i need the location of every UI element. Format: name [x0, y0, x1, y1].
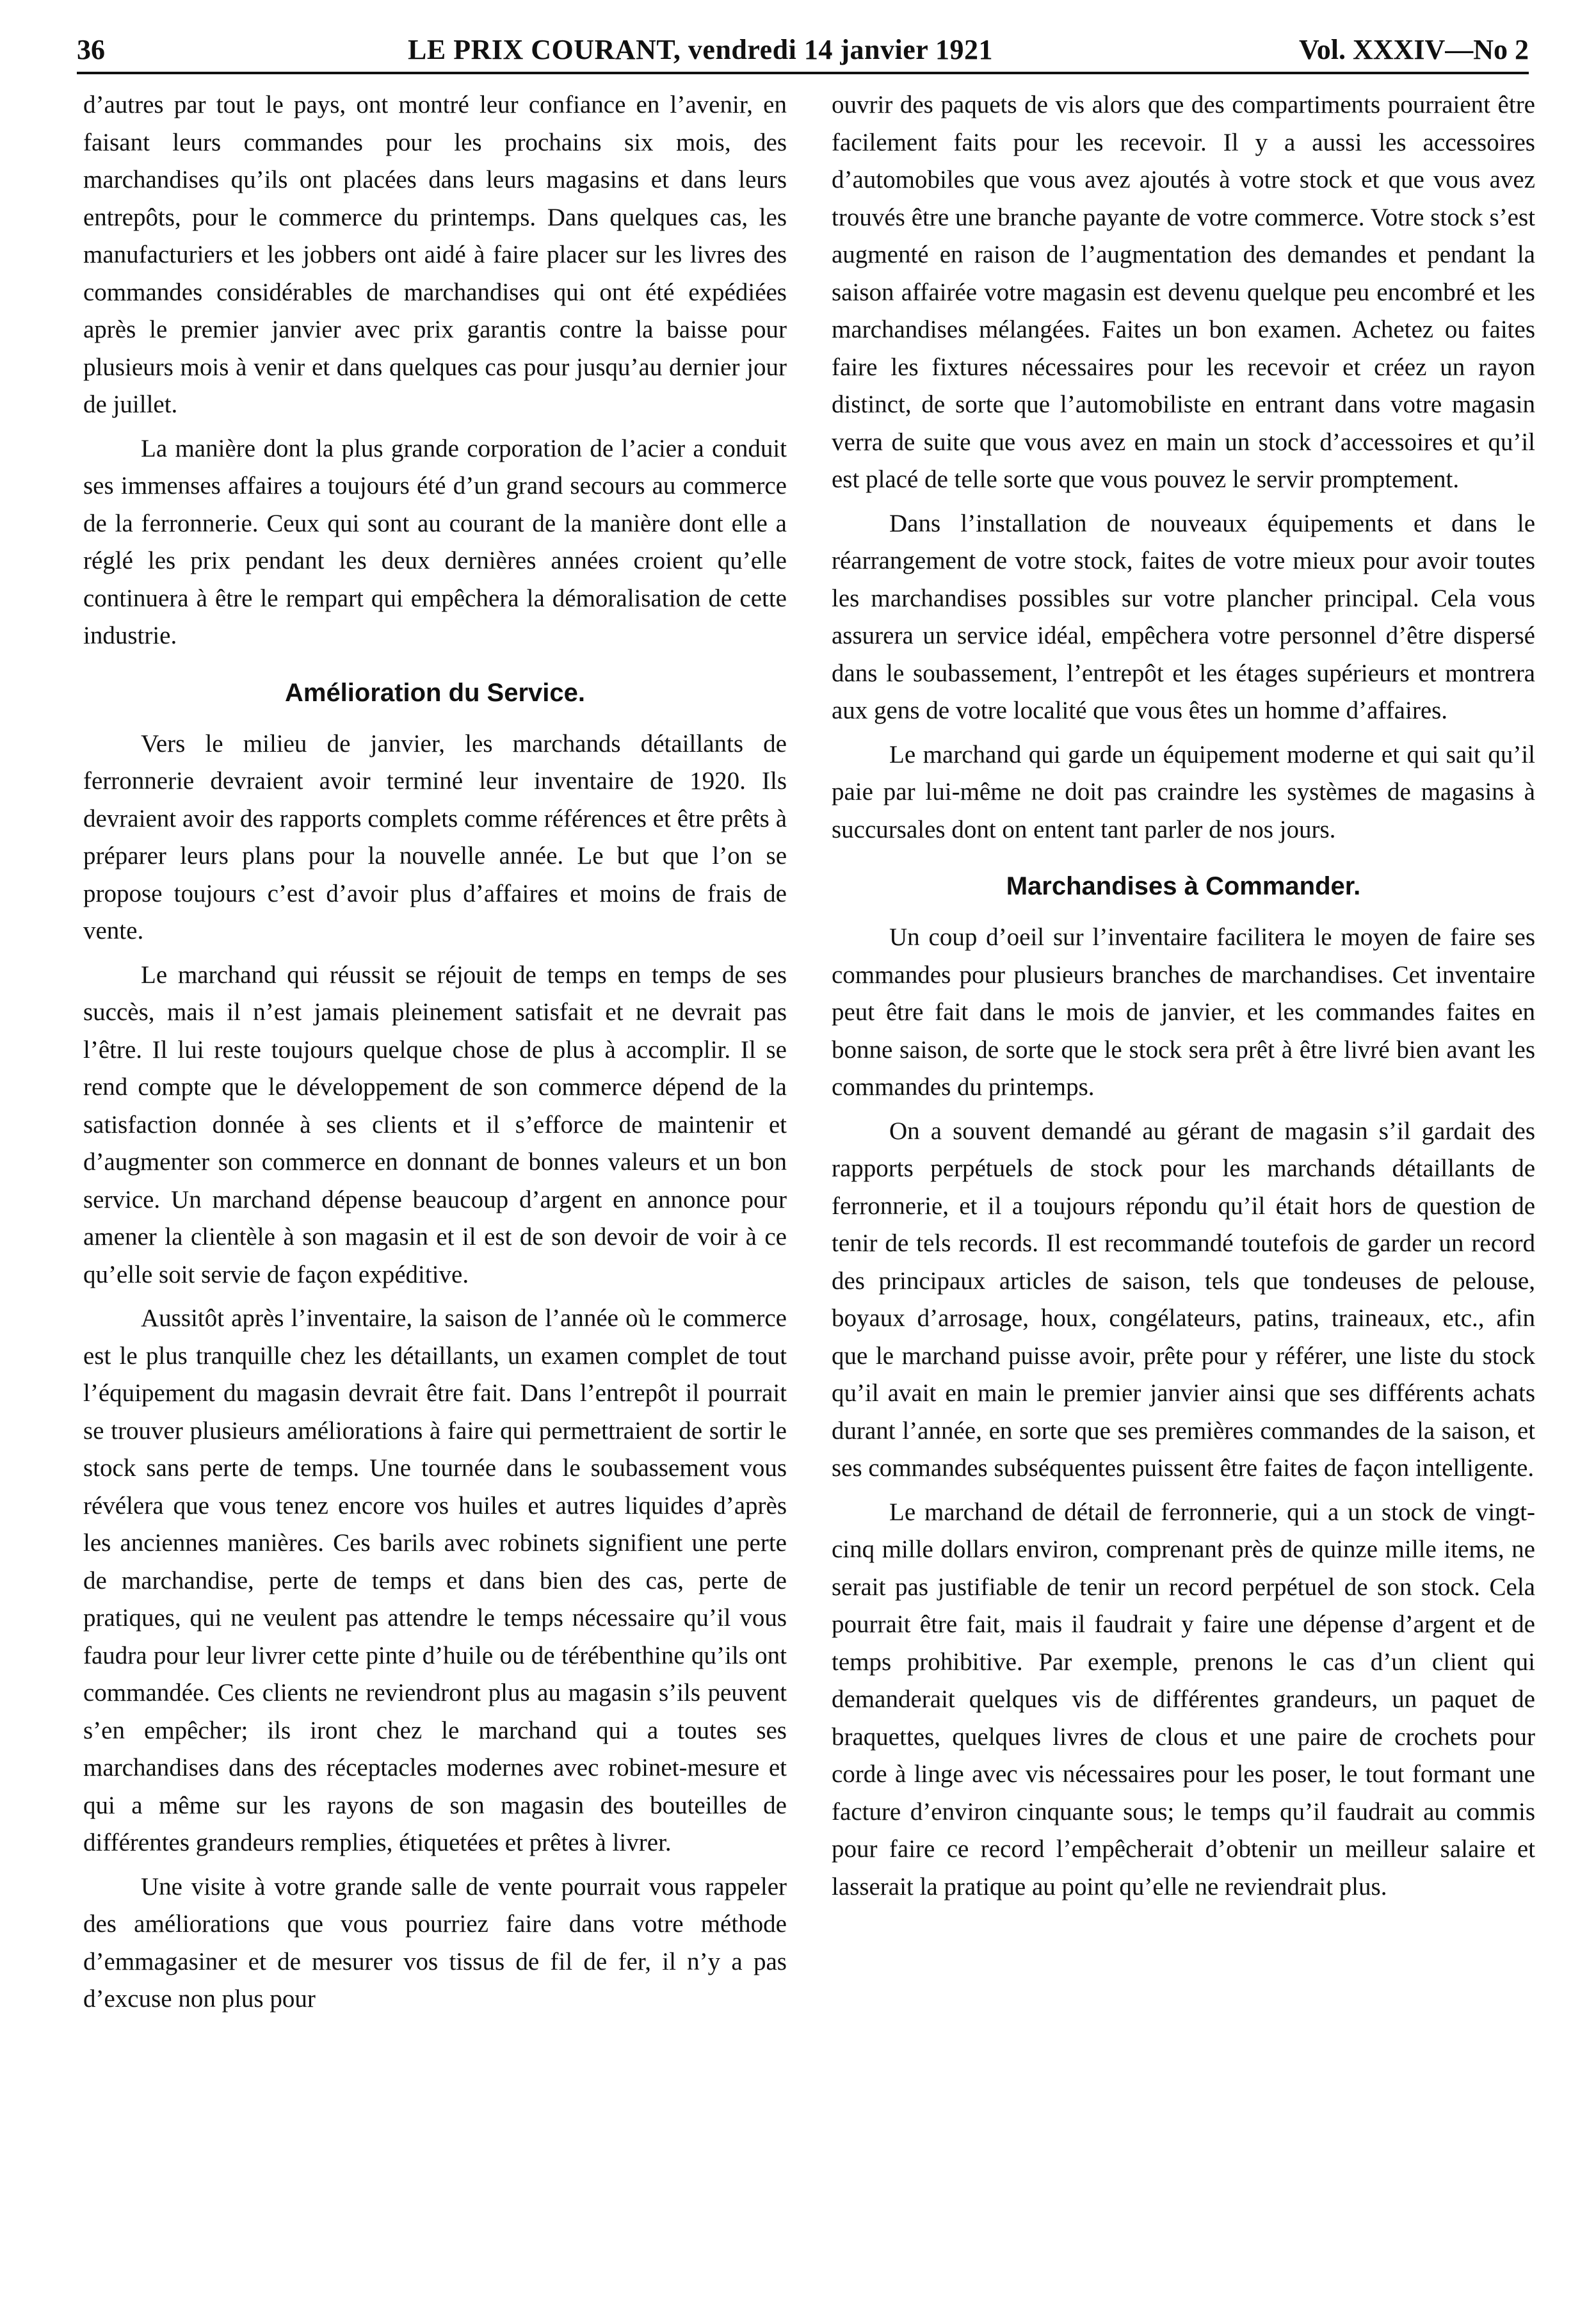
- paragraph: Le marchand de détail de ferronnerie, qui a un stock de vingt-cinq mille dollars environ, comprenant près de quinze mille items, ne serait pas justifiable de tenir un record perpétuel de son stock. Cela pourrait être fait, mais il faudrait y faire une dépense d’argent et de temps prohibitive. Par exemple, prenons le cas d’un client qui demanderait quelques vis de différentes grandeurs, un paquet de braquettes, quelques livres de clous et une paire de crochets pour corde à linge avec vis nécessaires pour les poser, le tout formant une facture d’environ cinquante sous; le temps qu’il faudrait au commis pour faire ce record l’empêcherait d’obtenir un meilleur salaire et lasserait la pratique au point qu’elle ne reviendrait plus.: [832, 1498, 1535, 1901]
- section-heading: Marchandises à Commander.: [1006, 872, 1361, 900]
- paragraph: Un coup d’oeil sur l’inventaire facilitera le moyen de faire ses commandes pour plusieurs branches de marchandises. Cet inventaire peut être fait dans le mois de janvier, et les commandes faites en bonne saison, de sorte que le stock sera prêt à être livré bien avant les commandes du printemps.: [832, 923, 1535, 1101]
- right-column: [832, 86, 1535, 2276]
- paragraph: Aussitôt après l’inventaire, la saison de l’année où le commerce est le plus tranquille chez les détaillants, un examen complet de tout l’équipement du magasin devrait être fait. Dans l’entrepôt il pourrait se trouver plusieurs améliorations à faire qui permettraient de sortir le stock sans perte de temps. Une tournée dans le soubassement vous révélera que vous tenez encore vos huiles et autres liquides d’après les anciennes manières. Ces barils avec robinets signifient une perte de marchandise, perte de temps et dans bien des cas, perte de pratiques, qui ne veulent pas attendre le temps nécessaire qu’il vous faudra pour leur livrer cette pinte d’huile ou de térébenthine qu’ils ont commandée. Ces clients ne reviendront plus au magasin s’ils peuvent s’en empêcher; ils iront chez le marchand qui a toutes ses marchandises dans des réceptacles modernes avec robinet-mesure et qui a même sur les rayons de son magasin des bouteilles de différentes grandeurs remplies, étiquetées et prêtes à livrer.: [83, 1304, 787, 1856]
- article-columns: [83, 86, 1535, 2276]
- volume-number: Vol. XXXIV—No 2: [1299, 34, 1529, 65]
- paragraph: d’autres par tout le pays, ont montré leur confiance en l’avenir, en faisant leurs commandes pour les prochains six mois, des marchandises qu’ils ont placées dans leurs magasins et dans leurs entrepôts, pour le commerce du printemps. Dans quelques cas, les manufacturiers et les jobbers ont aidé à faire placer sur les livres des commandes considérables de marchandises qui ont été expédiées après le premier janvier avec prix garantis contre la baisse pour plusieurs mois à venir et dans quelques cas pour jusqu’au dernier jour de juillet.: [83, 91, 787, 418]
- paragraph: Une visite à votre grande salle de vente pourrait vous rappeler des améliorations que vous pourriez faire dans votre méthode d’emmagasiner et de mesurer vos tissus de fil de fer, il n’y a pas d’excuse non plus pour: [83, 1872, 787, 2013]
- paragraph: ouvrir des paquets de vis alors que des compartiments pourraient être facilement faits pour les recevoir. Il y a aussi les accessoires d’automobiles que vous avez ajoutés à votre stock et que vous avez trouvés être une branche payante de votre commerce. Votre stock s’est augmenté en raison de l’augmentation des demandes et pendant la saison affairée votre magasin est devenu quelque peu encombré et les marchandises mélangées. Faites un bon examen. Achetez ou faites faire les fixtures nécessaires pour les recevoir et créez un rayon distinct, de sorte que l’automobiliste en entrant dans votre magasin verra de suite que vous avez en main un stock d’accessoires et qu’il est placé de telle sorte que vous pouvez le servir promptement.: [832, 91, 1535, 493]
- masthead-title: LE PRIX COURANT, vendredi 14 janvier 1921: [408, 34, 993, 65]
- left-column: [83, 86, 787, 2276]
- page-number: 36: [77, 34, 105, 65]
- paragraph: Dans l’installation de nouveaux équipements et dans le réarrangement de votre stock, faites de votre mieux pour avoir toutes les marchandises possibles sur votre plancher principal. Cela vous assurera un service idéal, empêchera votre personnel d’être dispersé dans le soubassement, l’entrepôt et les étages supérieurs et montrera aux gens de votre localité que vous êtes un homme d’affaires.: [832, 509, 1535, 724]
- paragraph: Vers le milieu de janvier, les marchands détaillants de ferronnerie devraient avoir terminé leur inventaire de 1920. Ils devraient avoir des rapports complets comme références et être prêts à préparer leurs plans pour la nouvelle année. Le but que l’on se propose toujours c’est d’avoir plus d’affaires et moins de frais de vente.: [83, 729, 787, 944]
- paragraph: Le marchand qui garde un équipement moderne et qui sait qu’il paie par lui-même ne doit pas craindre les systèmes de magasins à succursales dont on entent tant parler de nos jours.: [832, 740, 1535, 843]
- page-header: [77, 24, 1529, 74]
- section-heading: Amélioration du Service.: [284, 678, 586, 707]
- paragraph: Le marchand qui réussit se réjouit de temps en temps de ses succès, mais il n’est jamais pleinement satisfait et ne devrait pas l’être. Il lui reste toujours quelque chose de plus à accomplir. Il se rend compte que le développement de son commerce dépend de la satisfaction donnée à ses clients et il s’efforce de maintenir et d’augmenter son commerce en donnant de bonnes valeurs et un bon service. Un marchand dépense beaucoup d’argent en annonce pour amener la clientèle à son magasin et il est de son devoir de voir à ce qu’elle soit servie de façon expéditive.: [83, 961, 787, 1288]
- paragraph: La manière dont la plus grande corporation de l’acier a conduit ses immenses affaires a toujours été d’un grand secours au commerce de la ferronnerie. Ceux qui sont au courant de la manière dont elle a réglé les prix pendant les deux dernières années croient qu’elle continuera à être le rempart qui empêchera la démoralisation de cette industrie.: [83, 434, 787, 649]
- paragraph: On a souvent demandé au gérant de magasin s’il gardait des rapports perpétuels de stock pour les marchands détaillants de ferronnerie, et il a toujours répondu qu’il était hors de question de tenir de tels records. Il est recommandé toutefois de garder un record des principaux articles de saison, tels que tondeuses de pelouse, boyaux d’arrosage, houx, congélateurs, patins, traineaux, etc., afin que le marchand puisse avoir, prête pour y référer, une liste du stock qu’il avait en main le premier janvier ainsi que ses différents achats durant l’année, en sorte que ses premières commandes de la saison, et ses commandes subséquentes puissent être faites de façon intelligente.: [832, 1117, 1535, 1482]
